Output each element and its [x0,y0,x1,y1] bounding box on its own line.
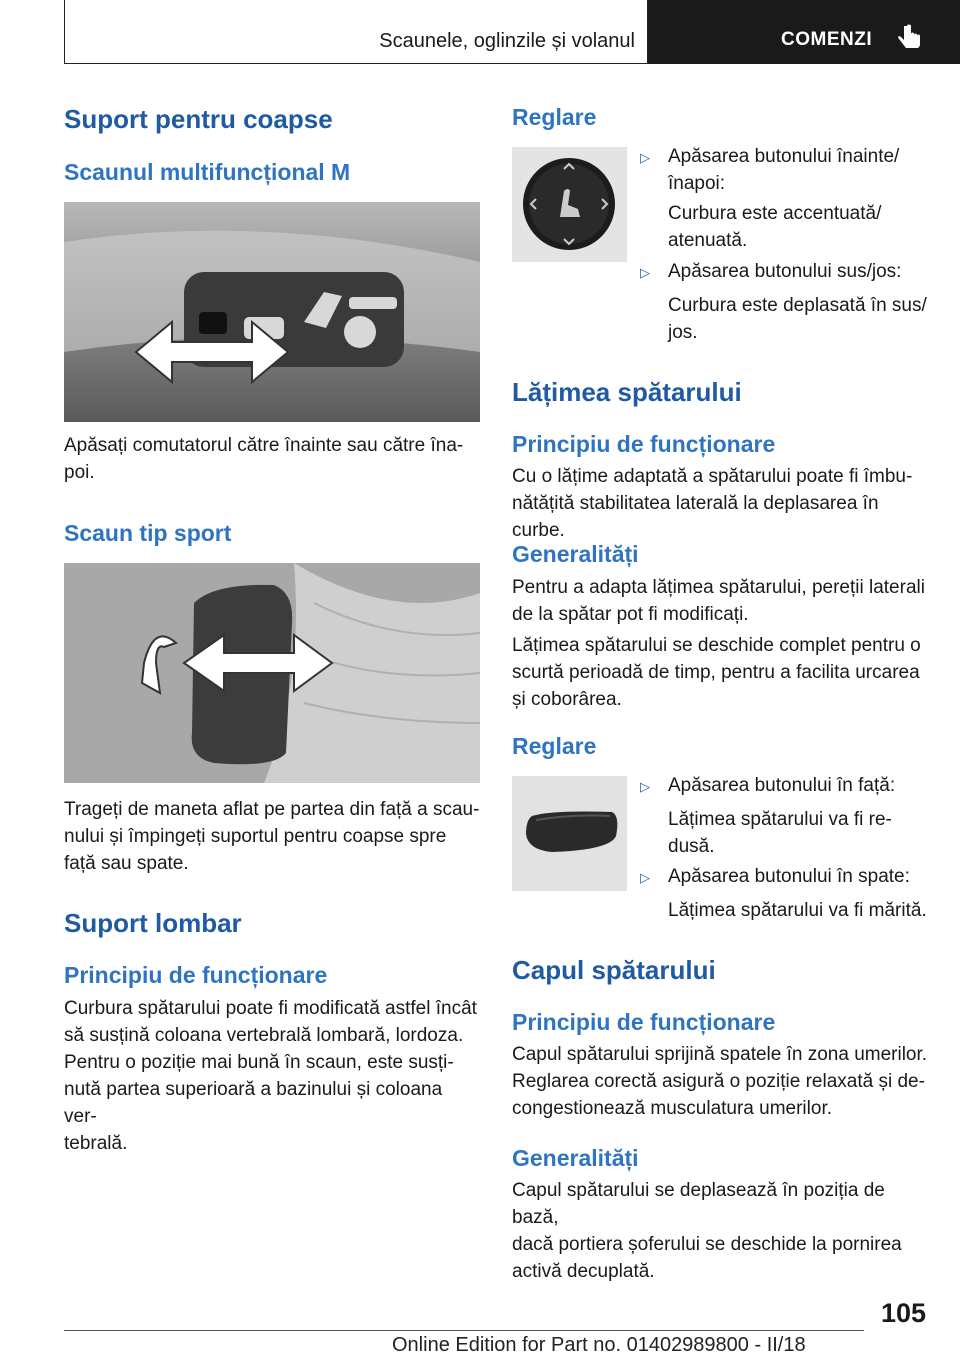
heading-multifunction-seat: Scaunul multifuncțional M [64,159,351,185]
text-lumbar-principle: Curbura spătarului poate fi modificată astfel încât să susțină coloana vertebrală lombară, lordoza. Pentru o poziție mai bună în scaun, este susți‐ nută partea superioară a bazinului și coloana ver‐ tebrală. [64,998,477,1154]
hand-pointer-icon [896,24,922,52]
heading-lumbar-adjust: Reglare [512,104,597,130]
chapter-tab[interactable] [648,0,960,64]
heading-thigh-support: Suport pentru coapse [64,104,333,134]
heading-sport-seat: Scaun tip sport [64,520,232,546]
page-number: 105 [880,1298,926,1328]
bullet-triangle-icon: ▷ [640,870,650,885]
heading-headrest-principle: Principiu de funcționare [512,1009,776,1035]
page-header [64,0,960,64]
text-headrest-principle: Capul spătarului sprijină spatele în zona umerilor. Reglarea corectă asigură o poziție relaxată și de‐ congestionează musculatura umerilor. [512,1044,928,1119]
section-title: Scaunele, oglinzile și volanul [379,30,635,52]
heading-headrest-general: Generalități [512,1145,639,1171]
bullet-triangle-icon: ▷ [640,779,650,794]
bullet-triangle-icon: ▷ [640,150,650,165]
image-width-button [512,776,627,891]
heading-lumbar-support: Suport lombar [64,908,242,938]
heading-headrest: Capul spătarului [512,955,716,985]
text-sport-instruction: Trageți de maneta aflat pe partea din față a scau‐ nului și împingeți suportul pentru coapse spre față sau spate. [64,799,480,874]
section-title-box [64,0,648,64]
heading-width-adjust: Reglare [512,733,597,759]
heading-width-principle: Principiu de funcționare [512,431,776,457]
footer-divider [64,1330,864,1331]
bullet-triangle-icon: ▷ [640,265,650,280]
heading-width-general: Generalități [512,541,639,567]
text-width-general-1: Pentru a adapta lățimea spătarului, pereții laterali de la spătar pot fi modificați. [512,577,925,625]
image-lumbar-controller [512,147,627,262]
image-sport-seat-lever [64,563,480,783]
heading-backrest-width: Lățimea spătarului [512,377,742,407]
text-multifunction-instruction: Apăsați comutatorul către înainte sau către îna‐ poi. [64,435,464,483]
edition-note: Online Edition for Part no. 01402989800 - II/18 [392,1334,806,1356]
text-width-principle: Cu o lățime adaptată a spătarului poate fi îmbu‐ nătățită stabilitatea laterală la deplasarea în curbe. [512,466,913,541]
text-headrest-general: Capul spătarului se deplasează în poziția de bază, dacă portiera șoferului se deschide la pornirea activă decuplată. [512,1180,902,1282]
text-width-general-2: Lățimea spătarului se deschide complet pentru o scurtă perioadă de timp, pentru a facilita urcarea și coborârea. [512,635,921,710]
image-multifunction-seat-switch [64,202,480,422]
heading-lumbar-principle: Principiu de funcționare [64,962,328,988]
chapter-tab-label: COMENZI [781,29,873,50]
